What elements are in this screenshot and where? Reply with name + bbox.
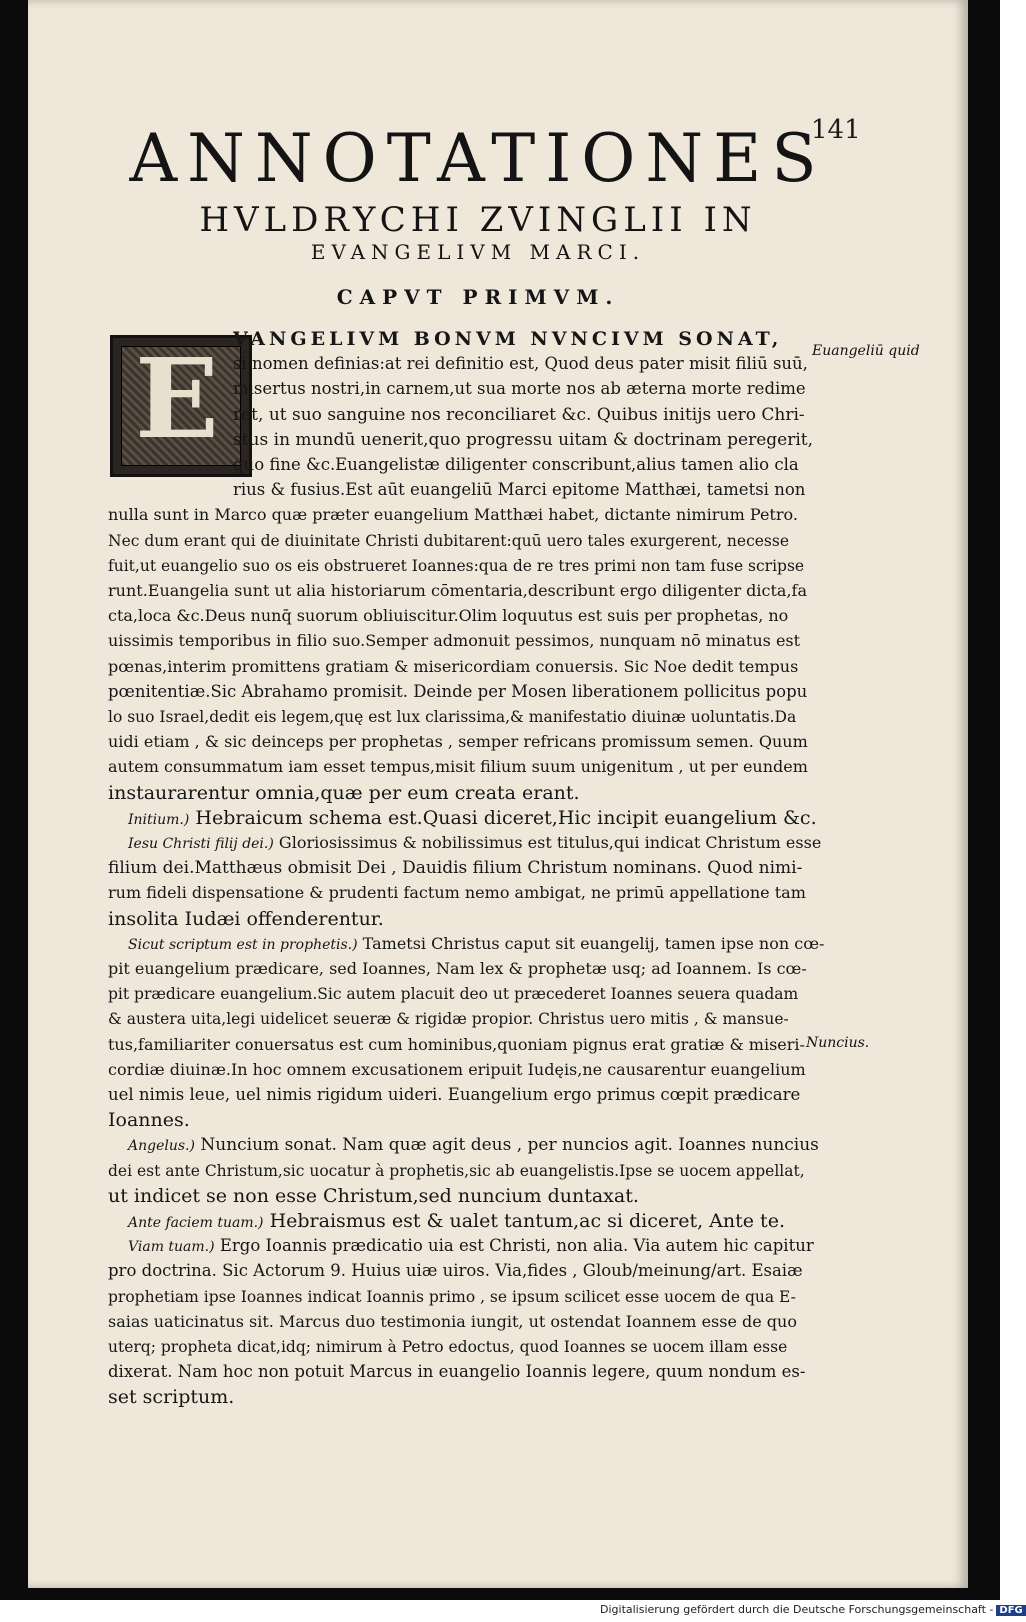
text-line (108, 908, 808, 930)
line-text: lo suo Israel,dedit eis legem,quę est lux clarissima,& manifestatio diuinæ uoluntatis.Da (108, 708, 797, 726)
lemma: Sicut scriptum est in prophetis.) (128, 936, 358, 953)
line-text: set scriptum. (108, 1386, 235, 1409)
line-text: pœnas,interim promittens gratiam & misericordiam conuersis. Sic Noe dedit tempus (108, 656, 799, 676)
text-line (108, 782, 808, 804)
line-text: autem consummatum iam esset tempus,misit filium suum unigenitum , ut per eundem (108, 757, 808, 777)
line-text: dei est ante Christum,sic uocatur à prophetis,sic ab euangelistis.Ipse se uocem appellat, (108, 1161, 805, 1180)
text-line (108, 1386, 808, 1408)
lead-words: VANGELIVM BONVM NVNCIVM SONAT, (233, 328, 783, 350)
text-line (128, 1134, 828, 1157)
text-line (108, 1160, 808, 1182)
text-line (108, 681, 808, 703)
text-line (128, 1235, 828, 1258)
line-text: Hebraicum schema est.Quasi diceret,Hic incipit euangelium &c. (195, 806, 817, 829)
line-text: misertus nostri,in carnem,ut sua morte nos ab æterna morte redime (233, 379, 806, 399)
line-text: uissimis temporibus in filio suo.Semper admonuit pessimos, nunquam nō minatus est (108, 631, 801, 651)
line-text: Gloriosissimus & nobilissimus est titulus,qui indicat Christum esse (278, 833, 822, 852)
decorated-initial (110, 335, 252, 477)
lemma: Initium.) (128, 811, 190, 828)
text-line (128, 832, 828, 855)
margin-note: Euangeliū quid (812, 343, 920, 359)
line-text: ut indicet se non esse Christum,sed nuncium duntaxat. (108, 1184, 639, 1207)
text-line (128, 807, 828, 831)
line-text: Nec dum erant qui de diuinitate Christi dubitarent:quū uero tales exurgerent, necesse (108, 531, 790, 550)
text-line (108, 1109, 808, 1131)
lemma: Viam tuam.) (128, 1239, 215, 1256)
line-text: Ergo Ioannis prædicatio uia est Christi, non alia. Via autem hic capitur (219, 1236, 814, 1256)
footer-text: Digitalisierung gefördert durch die Deutsche Forschungsgemeinschaft - (600, 1603, 994, 1616)
text-line (108, 1260, 808, 1282)
line-text: runt.Euangelia sunt ut alia historiarum cōmentaria,describunt ergo diligenter dicta,fa (108, 581, 808, 600)
text-line (233, 328, 813, 350)
lemma: Iesu Christi filij dei.) (128, 836, 274, 852)
text-line (108, 882, 808, 904)
line-text: tus,familiariter conuersatus est cum hominibus,quoniam pignus erat gratiæ & miseri- (108, 1034, 805, 1054)
line-text: uterq; propheta dicat,idq; nimirum à Petro edoctus, quod Ioannes se uocem illam esse (108, 1338, 788, 1356)
text-line (108, 1336, 808, 1358)
text-line (108, 1185, 808, 1207)
line-text: instaurarentur omnia,quæ per eum creata erant. (108, 781, 580, 804)
line-text: Hebraismus est & ualet tantum,ac si diceret, Ante te. (269, 1210, 785, 1232)
text-line (108, 630, 808, 652)
text-line (108, 1084, 808, 1106)
line-text: rius & fusius.Est aūt euangeliū Marci epitome Matthæi, tametsi non (233, 480, 806, 500)
text-line (108, 1286, 808, 1308)
line-text: nulla sunt in Marco quæ præter euangelium Matthæi habet, dictante nimirum Petro. (108, 505, 798, 525)
line-text: cordiæ diuinæ.In hoc omnem excusationem eripuit Iudęis,ne causarentur euangelium (108, 1059, 806, 1079)
text-line (108, 580, 808, 602)
line-text: pit prædicare euangelium.Sic autem placuit deo ut præcederet Ioannes seuera quadam (108, 985, 799, 1004)
line-text: uidi etiam , & sic deinceps per prophetas , semper refricans promissum semen. Quum (108, 732, 808, 752)
title-line-1: ANNOTATIONES (129, 120, 827, 197)
line-text: & austera uita,legi uidelicet seueræ & rigidæ propior. Christus uero mitis , & mansue- (108, 1010, 789, 1029)
dfg-logo: DFG (996, 1605, 1025, 1616)
line-text: filium dei.Matthæus obmisit Dei , Dauidis filium Christum nominans. Quod nimi- (108, 858, 803, 879)
text-line (108, 731, 808, 753)
line-text: pro doctrina. Sic Actorum 9. Huius uiæ uiros. Via,fides , Gloub/meinung/art. Esaiæ (108, 1261, 803, 1281)
text-line (108, 1059, 808, 1081)
text-line (108, 706, 808, 728)
text-line (233, 429, 813, 451)
initial-letter: E (135, 334, 219, 463)
title-line-3: EVANGELIVM MARCI. (310, 240, 646, 264)
line-text: pœnitentiæ.Sic Abrahamo promisit. Deinde per Mosen liberationem pollicitus popu (108, 681, 808, 701)
text-line (233, 479, 813, 501)
text-line (108, 857, 808, 879)
text-line (233, 353, 813, 375)
text-line (128, 933, 828, 956)
line-text: si nomen definias:at rei definitio est, Quod deus pater misit filiū suū, (233, 354, 808, 374)
line-text: prophetiam ipse Ioannes indicat Ioannis primo , se ipsum scilicet esse uocem de qua E- (108, 1287, 796, 1306)
margin-note: Nuncius. (806, 1035, 870, 1051)
text-line (128, 1210, 828, 1234)
text-line (108, 1034, 808, 1056)
lemma: Angelus.) (128, 1138, 195, 1155)
line-text: Nuncium sonat. Nam quæ agit deus , per nuncios agit. Ioannes nuncius (200, 1135, 819, 1156)
text-line (108, 555, 808, 577)
text-line (108, 1361, 808, 1383)
book-page (28, 0, 968, 1588)
line-text: rum fideli dispensatione & prudenti factum nemo ambigat, ne primū appellatione tam (108, 883, 806, 903)
chapter-heading: CAPVT PRIMVM. (336, 285, 620, 309)
line-text: cta,loca &c.Deus nunq̄ suorum obliuiscitur.Olim loquutus est suis per prophetas, no (108, 606, 789, 626)
text-line (108, 530, 808, 552)
text-line (108, 1008, 808, 1030)
line-text: Ioannes. (108, 1109, 190, 1132)
text-line (233, 378, 813, 400)
text-line (108, 656, 808, 678)
line-text: fuit,ut euangelio suo os eis obstrueret Ioannes:qua de re tres primi non tam fuse scripse (108, 556, 805, 575)
line-text: ret, ut suo sanguine nos reconciliaret &c. Quibus initijs uero Chri- (233, 404, 805, 425)
line-text: quo fine &c.Euangelistæ diligenter conscribunt,alius tamen alio cla (233, 455, 799, 474)
text-line (108, 983, 808, 1005)
text-line (108, 605, 808, 627)
text-line (108, 958, 808, 980)
lemma: Ante faciem tuam.) (128, 1215, 264, 1231)
title-line-2: HVLDRYCHI ZVINGLII IN (199, 200, 757, 240)
line-text: uel nimis leue, uel nimis rigidum uideri. Euangelium ergo primus cœpit prædicare (108, 1085, 801, 1104)
text-line (233, 454, 813, 476)
line-text: Tametsi Christus caput sit euangelij, tamen ipse non cœ- (362, 933, 825, 953)
line-text: insolita Iudæi offenderentur. (108, 907, 384, 930)
text-line (108, 1311, 808, 1333)
line-text: dixerat. Nam hoc non potuit Marcus in euangelio Ioannis legere, quum nondum es- (108, 1362, 806, 1382)
line-text: stus in mundū uenerit,quo progressu uitam & doctrinam peregerit, (233, 429, 814, 450)
line-text: saias uaticinatus sit. Marcus duo testimonia iungit, ut ostendat Ioannem esse de quo (108, 1311, 797, 1331)
page-number: 141 (811, 115, 861, 145)
text-line (233, 404, 813, 426)
text-line (108, 756, 808, 778)
line-text: pit euangelium prædicare, sed Ioannes, Nam lex & prophetæ usq; ad Ioannem. Is cœ- (108, 959, 807, 978)
text-line (108, 504, 808, 526)
footer-credit (600, 1603, 1026, 1616)
